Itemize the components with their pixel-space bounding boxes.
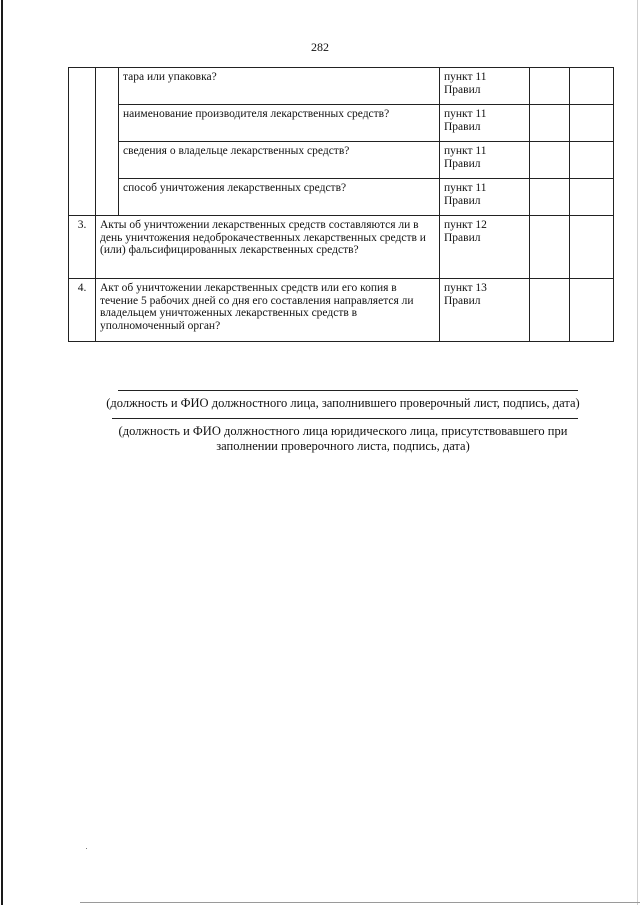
scan-left-border: [1, 0, 3, 905]
question-cell: Акты об уничтожении лекарственных средств составляются ли в день уничтожения недоброкачественных лекарственных средств и (или) фальсифицированных лекарственных средств?: [96, 216, 440, 279]
reference-cell: пункт 11 Правил: [440, 179, 530, 216]
answer-cell-yes: [530, 216, 570, 279]
answer-cell-no: [570, 216, 614, 279]
checklist-table: [68, 67, 614, 342]
row-number: 4.: [69, 279, 96, 342]
indent-cell: [96, 68, 119, 216]
answer-cell-no: [570, 179, 614, 216]
answer-cell-yes: [530, 142, 570, 179]
answer-cell-no: [570, 142, 614, 179]
answer-cell-yes: [530, 68, 570, 105]
official-signature-caption: (должность и ФИО должностного лица, заполнившего проверочный лист, подпись, дата): [106, 396, 580, 410]
answer-cell-yes: [530, 179, 570, 216]
table-row: [69, 142, 614, 179]
reference-cell: пункт 12 Правил: [440, 216, 530, 279]
reference-cell: пункт 11 Правил: [440, 105, 530, 142]
answer-cell-no: [570, 68, 614, 105]
question-cell: сведения о владельце лекарственных средств?: [119, 142, 440, 179]
number-cell-empty: [69, 68, 96, 216]
scan-right-border: [637, 0, 638, 905]
table-row: [69, 68, 614, 105]
page-number: 282: [311, 40, 329, 54]
answer-cell-yes: [530, 279, 570, 342]
reference-cell: пункт 11 Правил: [440, 68, 530, 105]
legal-entity-signature-caption: (должность и ФИО должностного лица юридического лица, присутствовавшего при заполнении проверочного листа, подпись, дата): [118, 424, 568, 453]
answer-cell-no: [570, 105, 614, 142]
answer-cell-yes: [530, 105, 570, 142]
scan-bottom-border: [80, 902, 640, 903]
question-cell: наименование производителя лекарственных средств?: [119, 105, 440, 142]
table-row: [69, 279, 614, 342]
question-cell: способ уничтожения лекарственных средств?: [119, 179, 440, 216]
answer-cell-no: [570, 279, 614, 342]
reference-cell: пункт 11 Правил: [440, 142, 530, 179]
row-number: 3.: [69, 216, 96, 279]
scan-speck: [86, 848, 87, 849]
table-row: [69, 105, 614, 142]
question-cell: тара или упаковка?: [119, 68, 440, 105]
table-row: [69, 216, 614, 279]
question-cell: Акт об уничтожении лекарственных средств или его копия в течение 5 рабочих дней со дня его составления направляется ли владельцем уничтоженных лекарственных средств в уполномоченный орган?: [96, 279, 440, 342]
legal-entity-signature-line: [112, 418, 578, 419]
official-signature-line: [118, 390, 578, 391]
table-row: [69, 179, 614, 216]
reference-cell: пункт 13 Правил: [440, 279, 530, 342]
